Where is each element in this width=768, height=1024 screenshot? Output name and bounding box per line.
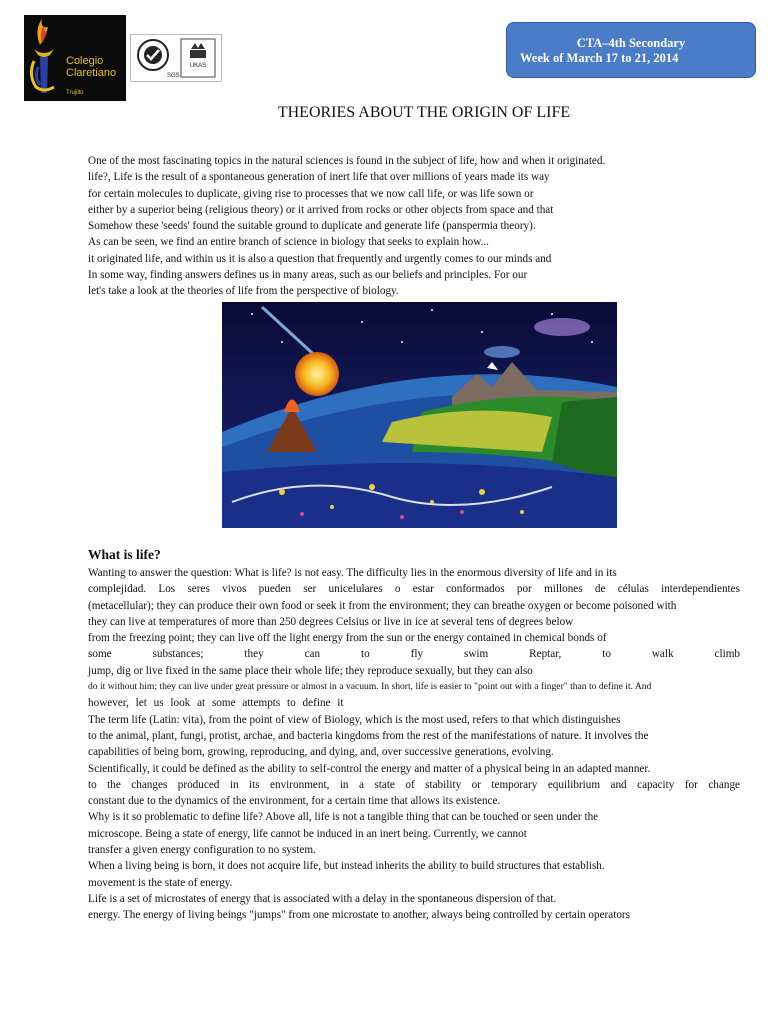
school-logo [24,15,126,101]
intro-line: let's take a look at the theories of life from the perspective of biology. [88,285,399,298]
body-line: Life is a set of microstates of energy that is associated with a delay in the spontaneous dispersion of that. [88,892,557,905]
body-line: (metacellular); they can produce their own food or seek it from the environment; they can breathe oxygen or become poisoned with [88,599,677,612]
section-heading: What is life? [88,547,161,562]
intro-line: Somehow these 'seeds' found the suitable ground to duplicate and generate life (panspermia theory). [88,220,536,233]
body-line: transfer a given energy configuration to no system. [88,844,316,857]
body-paragraph [88,565,740,924]
body-line: they can live at temperatures of more than 250 degrees Celsius or live in ice at several tens of degrees below [88,615,574,628]
sgs-label: SGS [167,73,180,79]
body-line: constant due to the dynamics of the environment, for a certain time that allows its existence. [88,795,501,808]
school-city: Trujillo [66,90,84,96]
intro-line: life?, Life is the result of a spontaneous generation of inert life that over millions of years made its way [88,171,550,184]
ukas-label: UKAS [189,63,207,69]
body-line: jump, dig or live fixed in the same place their whole life; they reproduce sexually, but they can also [88,664,533,677]
intro-line: it originated life, and within us it is also a question that frequently and urgently comes to our minds and [88,252,552,265]
intro-line: One of the most fascinating topics in the natural sciences is found in the subject of life, how and when it originated. [88,155,606,167]
body-line: movement is the state of energy. [88,876,233,889]
body-line: microscope. Being a state of energy, life cannot be induced in an inert being. Currently, we cannot [88,827,527,840]
body-line: Wanting to answer the question: What is life? is not easy. The difficulty lies in the enormous diversity of life and in its [88,567,617,579]
body-line: capabilities of being born, growing, reproducing, and dying, and, over successive generations, evolving. [88,746,554,759]
certification-logos [130,34,222,82]
intro-line: either by a superior being (religious theory) or it arrived from rocks or other objects from space and that [88,203,554,216]
body-line: Scientifically, it could be defined as the ability to self-control the energy and matter of a physical being in an adapted manner. [88,762,651,775]
body-line: from the freezing point; they can live off the light energy from the sun or the energy contained in chemical bonds of [88,632,607,645]
intro-paragraph [88,153,723,300]
body-line: to the animal, plant, fungi, protist, archae, and bacteria kingdoms from the rest of the manifestations of nature. It involves the [88,729,649,742]
body-line: The term life (Latin: vita), from the point of view of Biology, which is the most used, refers to that which distinguishes [88,713,621,726]
body-line: complejidad. Los seres vivos pueden ser unicelulares o estar conformados por millones de células interdependientes [88,583,740,596]
body-line: however, let us look at some attempts to define it [88,697,344,710]
body-line: When a living being is born, it does not acquire life, but instead inherits the ability to build structures that establish. [88,860,605,873]
week-label: Week of March 17 to 21, 2014 [520,51,679,65]
body-line: do it without him; they can live under great pressure or almost in a vacuum. In short, life is easier to "point out with a finger" than to define it. And [88,681,652,693]
course-label: CTA–4th Secondary [576,36,686,50]
origin-of-life-illustration [222,302,617,528]
sgs-ukas-seal-icon [131,35,221,81]
school-name: Colegio Claretiano [66,55,117,79]
body-line: Why is it so problematic to define life? Above all, life is not a tangible thing that can be touched or seen under the [88,811,599,824]
intro-line: In some way, finding answers defines us in many areas, such as our beliefs and principles. For our [88,269,528,282]
intro-line: As can be seen, we find an entire branch of science in biology that seeks to explain how... [88,236,489,249]
body-line: energy. The energy of living beings "jumps" from one microstate to another, always being controlled by certain operators [88,909,631,922]
intro-line: for certain molecules to duplicate, giving rise to processes that we now call life, or was life sown or [88,187,534,200]
course-info-box [506,22,756,78]
body-line: to the changes produced in its environment, in a state of stability or temporary equilibrium and capacity for change [88,778,740,791]
body-line: some substances; they can to fly swim Reptar, to walk climb [88,648,740,661]
page-title: THEORIES ABOUT THE ORIGIN OF LIFE [277,104,571,121]
